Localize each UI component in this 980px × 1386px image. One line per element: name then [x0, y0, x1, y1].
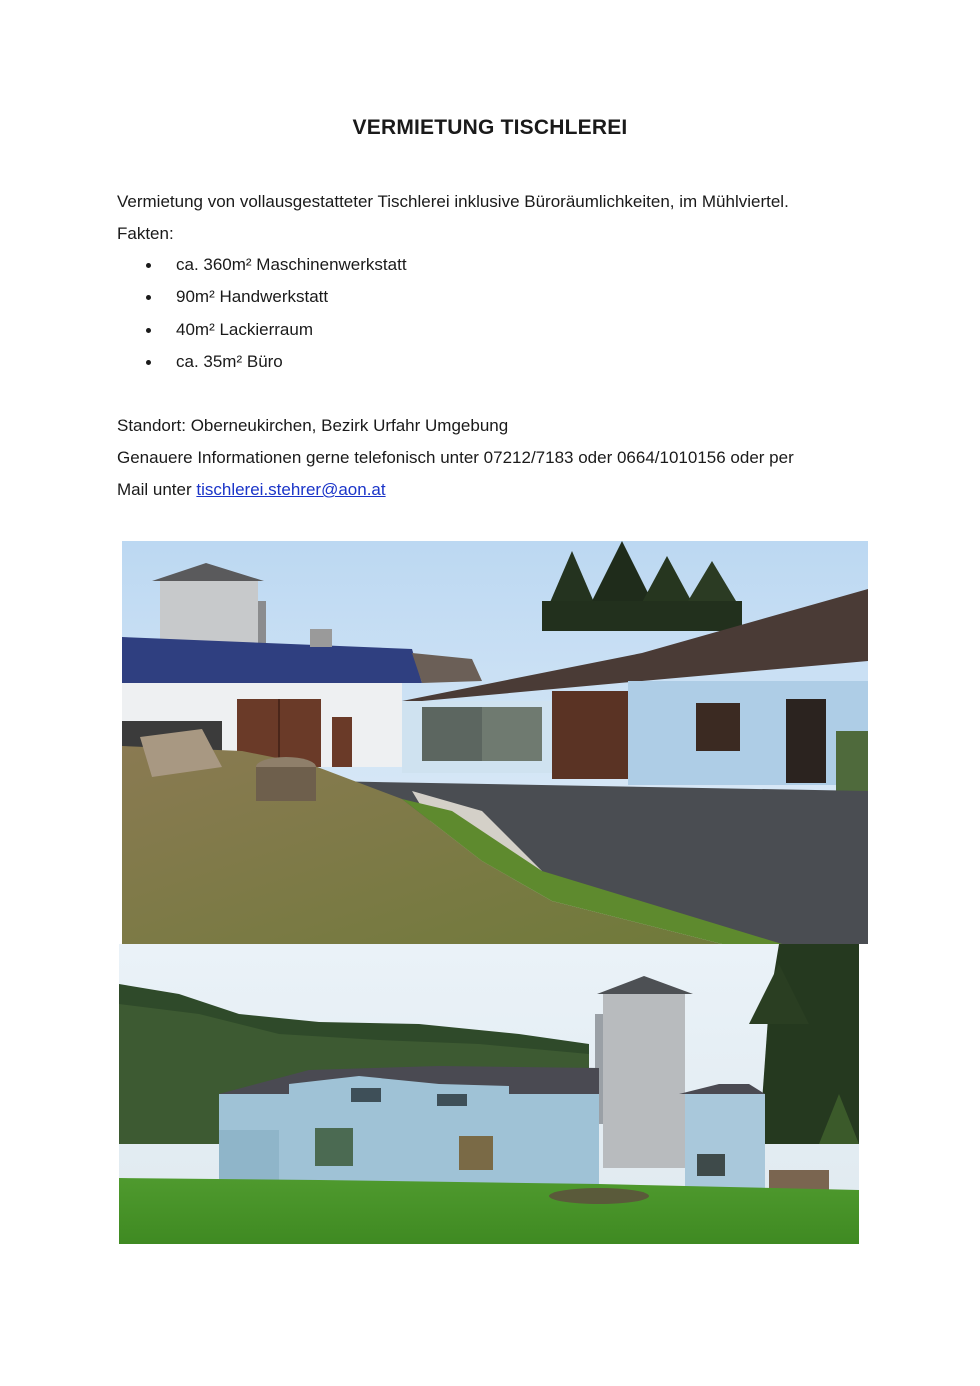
- bullet-icon: [146, 360, 151, 365]
- location-line: Standort: Oberneukirchen, Bezirk Urfahr Umgebung: [117, 416, 509, 435]
- contact-block: [117, 410, 877, 506]
- bullet-icon: [146, 328, 151, 333]
- workshop-courtyard-photo: [122, 541, 868, 944]
- list-item: 90m² Handwerkstatt: [146, 281, 407, 313]
- list-item: ca. 35m² Büro: [146, 346, 407, 378]
- email-link[interactable]: tischlerei.stehrer@aon.at: [196, 480, 386, 499]
- mail-prefix: Mail unter: [117, 480, 197, 499]
- page-title: VERMIETUNG TISCHLEREI: [352, 116, 628, 139]
- intro-line: Vermietung von vollausgestatteter Tischlerei inklusive Büroräumlichkeiten, im Mühlviertel.: [117, 192, 789, 211]
- info-line: Genauere Informationen gerne telefonisch unter 07212/7183 oder 0664/1010156 oder per: [117, 448, 794, 467]
- bullet-icon: [146, 295, 151, 300]
- list-item: 40m² Lackierraum: [146, 314, 407, 346]
- facts-list: [146, 249, 407, 379]
- workshop-building-photo: [119, 944, 859, 1244]
- list-item: ca. 360m² Maschinenwerkstatt: [146, 249, 407, 281]
- bullet-icon: [146, 263, 151, 268]
- intro-block: [117, 186, 877, 250]
- facts-label: Fakten:: [117, 224, 174, 243]
- mail-line: [117, 474, 877, 506]
